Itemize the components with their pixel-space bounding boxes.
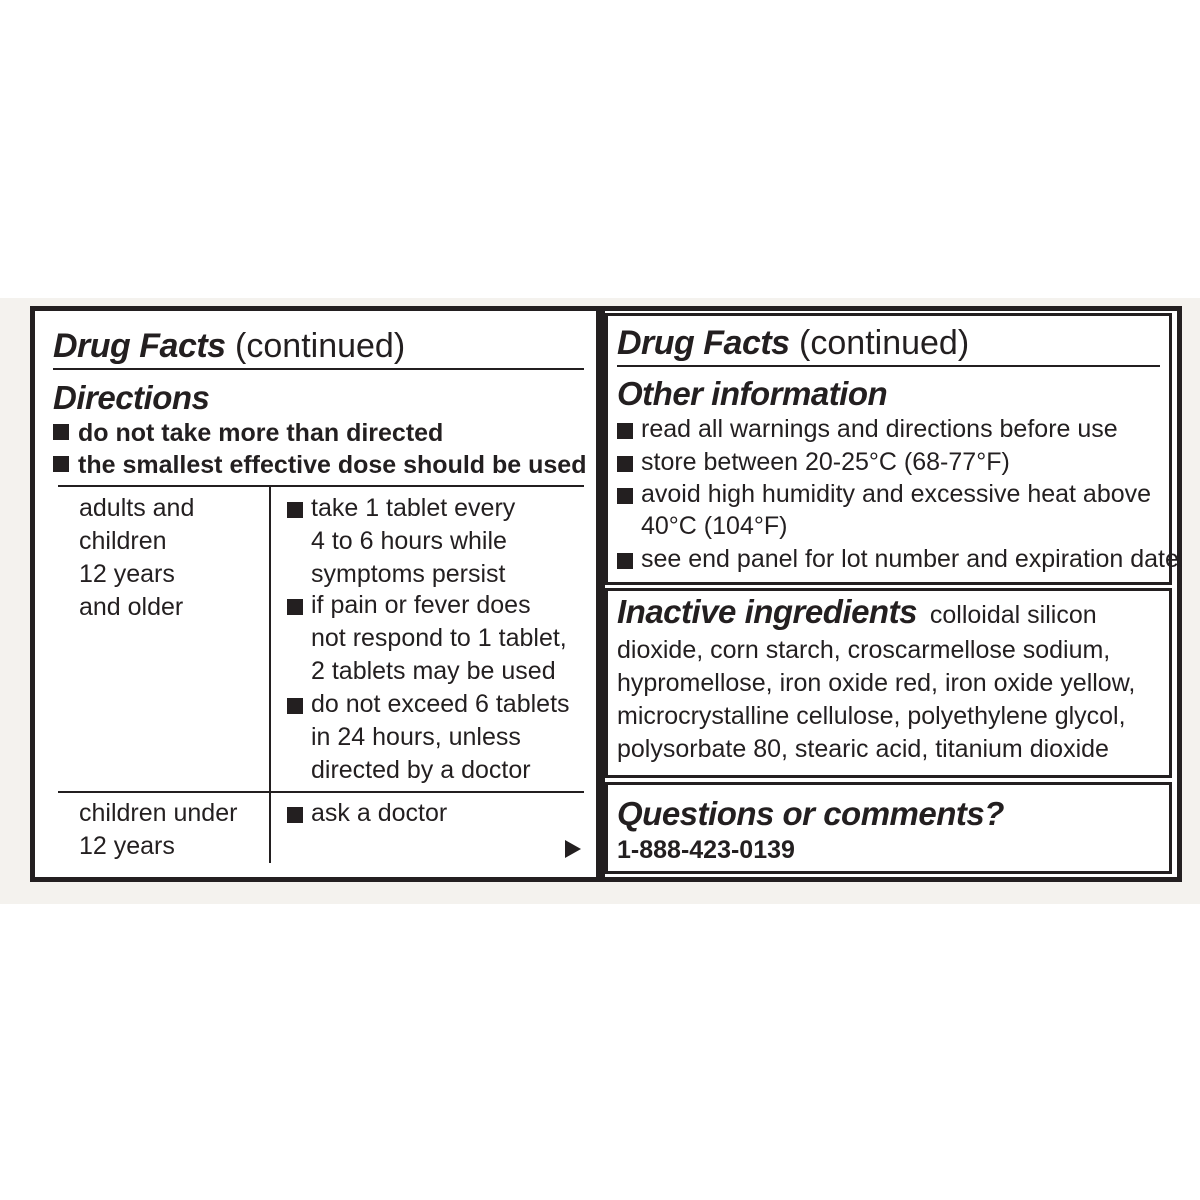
square-bullet-icon <box>53 456 69 472</box>
table-column-rule <box>269 487 271 863</box>
square-bullet-icon <box>287 698 303 714</box>
inactive-ingredients-line: colloidal silicon <box>929 601 1097 629</box>
dosage-instruction-line: take 1 tablet every <box>311 494 516 522</box>
age-group-line: 12 years <box>79 832 175 860</box>
age-group-line: adults and <box>79 494 195 522</box>
square-bullet-icon <box>287 502 303 518</box>
left-header-rule <box>53 368 584 370</box>
square-bullet-icon <box>617 553 633 569</box>
dosage-instruction-line: directed by a doctor <box>311 756 531 784</box>
square-bullet-icon <box>287 807 303 823</box>
square-bullet-icon <box>617 488 633 504</box>
dosage-instruction-line: symptoms persist <box>311 560 506 588</box>
inactive-ingredients-line: microcrystalline cellulose, polyethylene glycol, <box>617 702 1126 730</box>
dosage-instruction-line: do not exceed 6 tablets <box>311 690 570 718</box>
other-info-line: store between 20-25°C (68-77°F) <box>641 448 1010 476</box>
right-drug-facts-header <box>617 324 969 362</box>
directions-title: Directions <box>53 379 210 416</box>
right-header-rule <box>617 365 1160 367</box>
directions-bullet-text: do not take more than directed <box>78 419 444 447</box>
inactive-ingredients-line: hypromellose, iron oxide red, iron oxide yellow, <box>617 669 1136 697</box>
left-drug-facts-header <box>53 327 405 365</box>
dosage-instruction-line: 2 tablets may be used <box>311 657 556 685</box>
table-top-rule <box>58 485 584 487</box>
questions-title: Questions or comments? <box>617 795 1004 832</box>
square-bullet-icon <box>617 456 633 472</box>
other-info-line: see end panel for lot number and expiration date <box>641 545 1179 573</box>
dosage-instruction-line: in 24 hours, unless <box>311 723 521 751</box>
directions-bullet <box>53 450 586 480</box>
other-info-line: avoid high humidity and excessive heat above <box>641 480 1152 508</box>
inactive-ingredients-line: dioxide, corn starch, croscarmellose sodium, <box>617 636 1111 664</box>
square-bullet-icon <box>287 599 303 615</box>
left-header-continued: (continued) <box>235 327 406 365</box>
square-bullet-icon <box>53 424 69 440</box>
panel-divider <box>596 306 605 882</box>
left-header-title: Drug Facts <box>53 327 226 365</box>
dosage-instruction-line: 4 to 6 hours while <box>311 527 507 555</box>
age-group-line: and older <box>79 593 184 621</box>
inactive-ingredients-first-line <box>617 594 1097 635</box>
age-group-line: children under <box>79 799 238 827</box>
right-header-continued: (continued) <box>799 324 970 362</box>
continue-arrow-icon <box>565 840 581 858</box>
other-info-line: 40°C (104°F) <box>641 512 788 540</box>
questions-phone: 1-888-423-0139 <box>617 836 795 864</box>
table-row-rule <box>58 791 584 793</box>
dosage-instruction-line: not respond to 1 tablet, <box>311 624 567 652</box>
directions-bullet-text: the smallest effective dose should be used <box>78 451 587 479</box>
other-information-title: Other information <box>617 375 888 412</box>
age-group-line: 12 years <box>79 560 175 588</box>
dosage-instruction-line: if pain or fever does <box>311 591 531 619</box>
inactive-ingredients-title: Inactive ingredients <box>617 593 917 630</box>
inactive-ingredients-line: polysorbate 80, stearic acid, titanium dioxide <box>617 735 1109 763</box>
directions-bullet <box>53 418 443 448</box>
dosage-instruction-line: ask a doctor <box>311 799 448 827</box>
right-header-title: Drug Facts <box>617 324 790 362</box>
age-group-line: children <box>79 527 167 555</box>
other-info-line: read all warnings and directions before use <box>641 415 1118 443</box>
square-bullet-icon <box>617 423 633 439</box>
